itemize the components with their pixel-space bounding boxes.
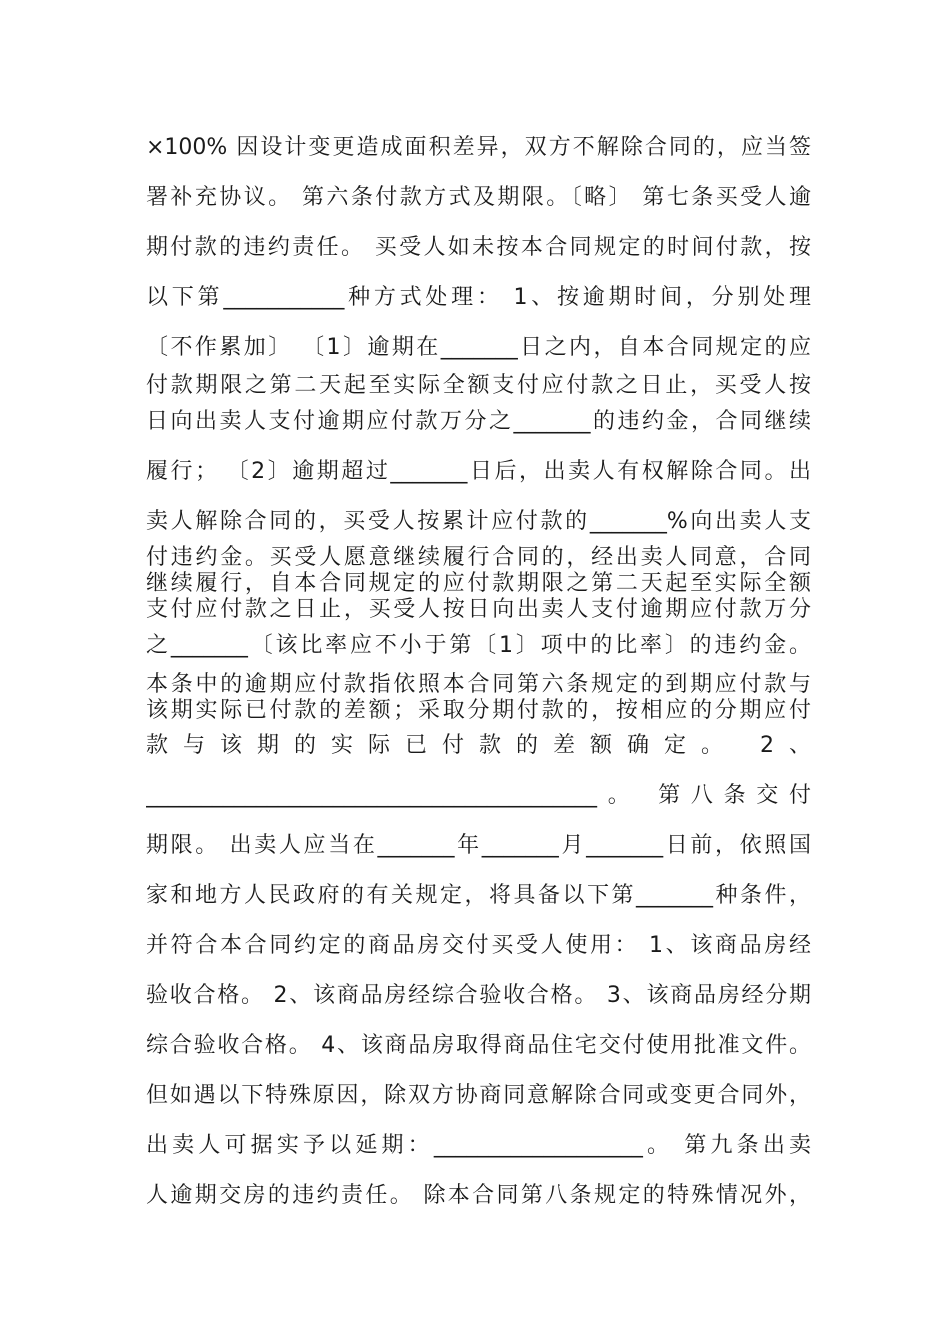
text-line-18: 期限。 出卖人应当在_______年_______月_______日前，依照国 (146, 833, 811, 858)
text-line-25: 人逾期交房的违约责任。 除本合同第八条规定的特殊情况外， (146, 1183, 811, 1208)
text-line-4: 以下第___________种方式处理： 1、按逾期时间，分别处理 (146, 285, 811, 310)
text-line-14: 本条中的逾期应付款指依照本合同第六条规定的到期应付款与 (146, 672, 811, 697)
text-line-19: 家和地方人民政府的有关规定，将具备以下第_______种条件， (146, 883, 811, 908)
text-line-11: 继续履行，自本合同规定的应付款期限之第二天起至实际全额 (146, 571, 811, 596)
text-line-1: ×100% 因设计变更造成面积差异，双方不解除合同的，应当签 (146, 135, 811, 160)
text-line-24: 出卖人可据实予以延期：___________________。 第九条出卖 (146, 1133, 811, 1158)
text-line-5: 〔不作累加〕 〔1〕逾期在_______日之内，自本合同规定的应 (146, 335, 811, 360)
text-line-22: 综合验收合格。 4、该商品房取得商品住宅交付使用批准文件。 (146, 1033, 811, 1058)
text-line-3: 期付款的违约责任。 买受人如未按本合同规定的时间付款，按 (146, 235, 811, 260)
text-line-15: 该期实际已付款的差额；采取分期付款的，按相应的分期应付 (146, 698, 811, 723)
text-line-7: 日向出卖人支付逾期应付款万分之_______的违约金，合同继续 (146, 409, 811, 434)
text-line-6: 付款期限之第二天起至实际全额支付应付款之日止，买受人按 (146, 373, 811, 398)
text-line-8: 履行； 〔2〕逾期超过_______日后，出卖人有权解除合同。出 (146, 459, 811, 484)
text-line-20: 并符合本合同约定的商品房交付买受人使用： 1、该商品房经 (146, 933, 811, 958)
text-line-9: 卖人解除合同的，买受人按累计应付款的_______%向出卖人支 (146, 509, 811, 534)
text-line-16: 款与该期的实际已付款的差额确定。 2、 (146, 733, 811, 758)
text-line-13: 之_______〔该比率应不小于第〔1〕项中的比率〕的违约金。 (146, 633, 811, 658)
text-line-10: 付违约金。买受人愿意继续履行合同的，经出卖人同意，合同 (146, 545, 811, 570)
text-line-12: 支付应付款之日止，买受人按日向出卖人支付逾期应付款万分 (146, 597, 811, 622)
text-line-21: 验收合格。 2、该商品房经综合验收合格。 3、该商品房经分期 (146, 983, 811, 1008)
text-line-23: 但如遇以下特殊原因，除双方协商同意解除合同或变更合同外， (146, 1083, 811, 1108)
text-line-2: 署补充协议。 第六条付款方式及期限。〔略〕 第七条买受人逾 (146, 185, 811, 210)
text-line-17: _________________________________________。 第八条交付 (146, 783, 811, 808)
